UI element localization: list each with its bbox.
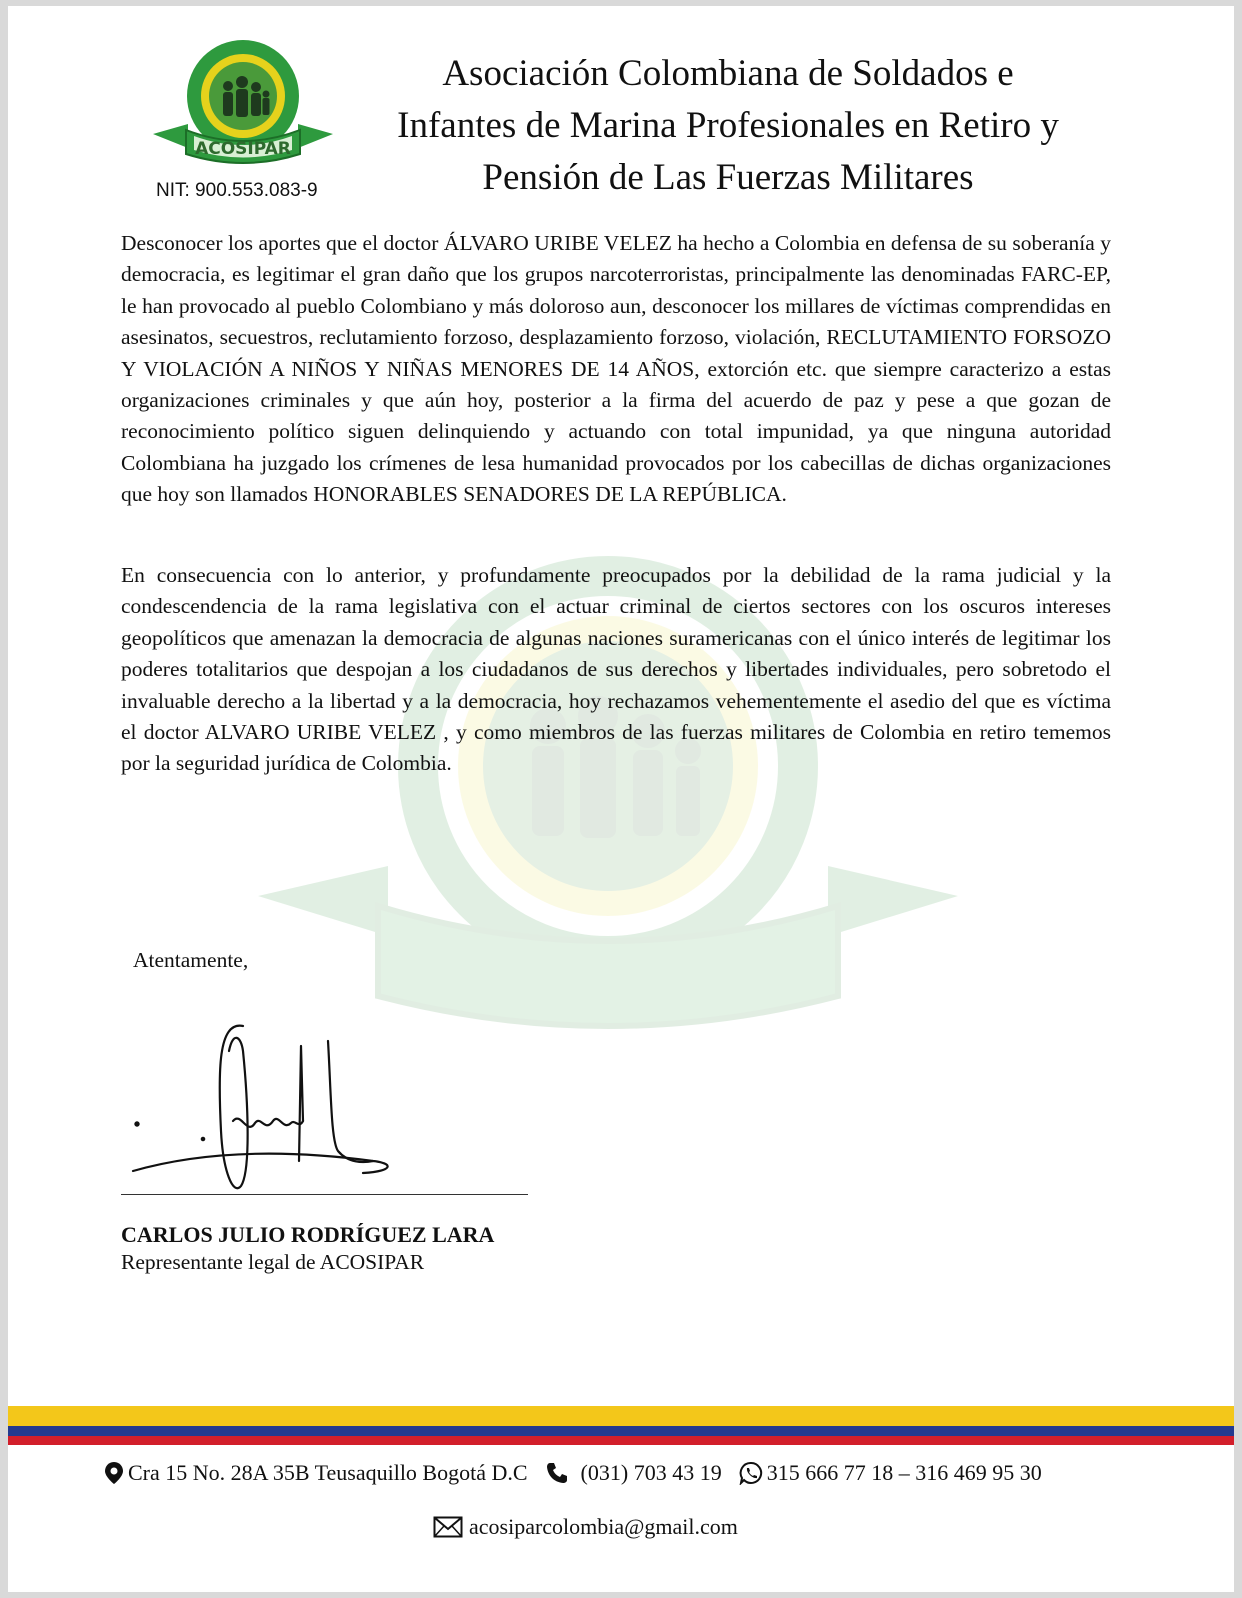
whatsapp-icon [738, 1461, 764, 1485]
location-pin-icon [103, 1461, 125, 1485]
phone-text: (031) 703 43 19 [580, 1460, 722, 1485]
flag-yellow-band [8, 1406, 1234, 1426]
nit-number: NIT: 900.553.083-9 [156, 180, 318, 201]
email-contact [433, 1514, 738, 1540]
body-paragraph-2: En consecuencia con lo anterior, y profundamente preocupados por la debilidad de la rama judicial y la condescendencia de la rama legislativa con el actuar criminal de ciertos sectores con los oscuros intereses geopolíticos que amenazan la democracia de algunas naciones suramericanas con el único interés de legitimar los poderes totalitarios que despojan a los ciudadanos de sus derechos y libertades individuales, pero sobretodo el invaluable derecho a la libertad y a la democracia, hoy rechazamos vehementemente el asedio del que es víctima el doctor ALVARO URIBE VELEZ , y como miembros de las fuerzas militares de Colombia en retiro tememos por la seguridad jurídica de Colombia. [121, 563, 1111, 776]
title-line: Infantes de Marina Profesionales en Retiro y [397, 105, 1059, 146]
handwritten-signature [123, 1011, 423, 1201]
organization-title [358, 48, 1098, 204]
contact-info [103, 1460, 1143, 1486]
logo-wordmark: ACOSIPAR [195, 139, 291, 159]
signer-name: CARLOS JULIO RODRÍGUEZ LARA [121, 1222, 495, 1247]
envelope-icon [433, 1516, 463, 1538]
acosipar-logo [148, 26, 338, 176]
flag-blue-band [8, 1426, 1234, 1436]
phone-icon [544, 1461, 570, 1485]
closing-salutation: Atentamente, [133, 948, 249, 972]
body-paragraph-1: Desconocer los aportes que el doctor ÁLVARO URIBE VELEZ ha hecho a Colombia en defensa de su soberanía y democracia, es legitimar el gran daño que los grupos narcoterroristas, principalmente las denominadas FARC-EP, le han provocado al pueblo Colombiano y más doloroso aun, desconocer los millares de víctimas comprendidas en asesinatos, secuestros, reclutamiento forzoso, desplazamiento forzoso, violación, RECLUTAMIENTO FORSOZO Y VIOLACIÓN A NIÑOS Y NIÑAS MENORES DE 14 AÑOS, extorción etc. que siempre caracterizo a estas organizaciones criminales y que aún hoy, posterior a la firma del acuerdo de paz y pese a que gozan de reconocimiento político siguen delinquiendo y actuando con total impunidad, ya que ninguna autoridad Colombiana ha juzgado los crímenes de lesa humanidad provocados por los cabecillas de dichas organizaciones que hoy son llamados HONORABLES SENADORES DE LA REPÚBLICA. [121, 231, 1111, 507]
address-text: Cra 15 No. 28A 35B Teusaquillo Bogotá D.C [128, 1460, 528, 1485]
email-text: acosiparcolombia@gmail.com [469, 1514, 738, 1539]
whatsapp-text: 315 666 77 18 – 316 469 95 30 [766, 1460, 1042, 1485]
signer-role: Representante legal de ACOSIPAR [121, 1250, 425, 1274]
title-line: Asociación Colombiana de Soldados e [442, 53, 1014, 94]
title-line: Pensión de Las Fuerzas Militares [482, 157, 974, 198]
letter-page [8, 6, 1234, 1592]
signature-line [121, 1194, 528, 1195]
colombia-flag-stripe [8, 1406, 1234, 1445]
flag-red-band [8, 1436, 1234, 1445]
